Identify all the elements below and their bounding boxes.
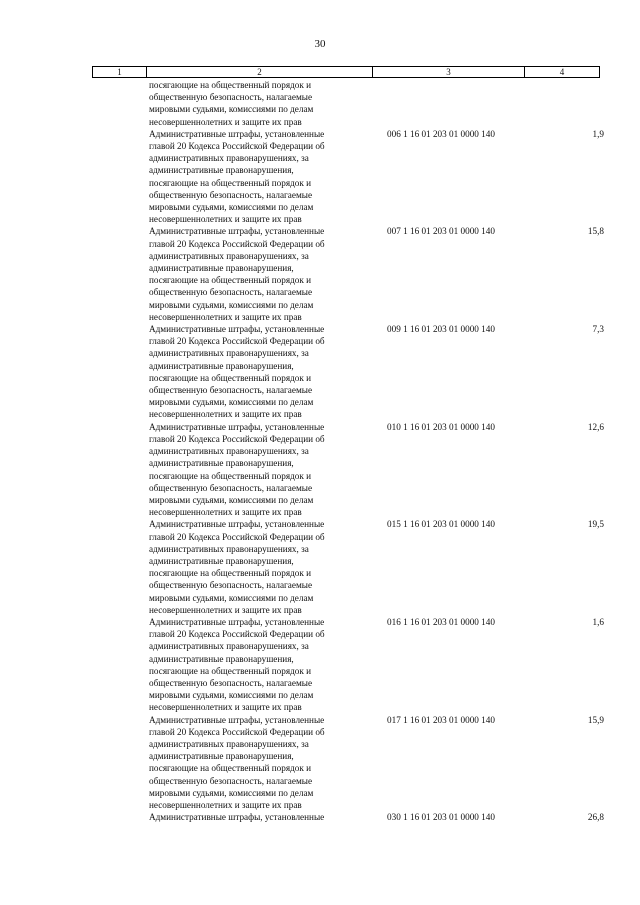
table-row-continuation [146, 79, 604, 128]
table-row [146, 518, 604, 616]
row-code: 017 1 16 01 203 01 0000 140 [387, 714, 495, 725]
row-description: Административные штрафы, установленные [149, 812, 325, 823]
row-description: посягающие на общественный порядок и общественную безопасность, налагаемые мировыми судьями, комиссиями по делам несовершеннолетних и защите их прав [149, 80, 314, 127]
row-amount: 15,9 [587, 714, 604, 725]
row-description: Административные штрафы, установленные главой 20 Кодекса Российской Федерации об административных правонарушениях, за административные правонарушения, посягающие на общественный порядок и общественную безопасность, налагаемые мировыми судьями, комиссиями по делам несовершеннолетних и защите их прав [149, 324, 325, 420]
table-header-row [92, 66, 600, 78]
row-amount: 15,8 [587, 226, 604, 237]
row-description: Административные штрафы, установленные главой 20 Кодекса Российской Федерации об административных правонарушениях, за административные правонарушения, посягающие на общественный порядок и общественную безопасность, налагаемые мировыми судьями, комиссиями по делам несовершеннолетних и защите их прав [149, 128, 325, 225]
table-body [146, 79, 604, 823]
table-row [146, 421, 604, 519]
row-amount: 19,5 [587, 519, 604, 530]
row-amount: 1,9 [592, 128, 604, 139]
row-code: 006 1 16 01 203 01 0000 140 [387, 128, 495, 139]
row-description: Административные штрафы, установленные главой 20 Кодекса Российской Федерации об административных правонарушениях, за административные правонарушения, посягающие на общественный порядок и общественную безопасность, налагаемые мировыми судьями, комиссиями по делам несовершеннолетних и защите их прав [149, 616, 325, 713]
table-row [146, 323, 604, 421]
row-description: Административные штрафы, установленные главой 20 Кодекса Российской Федерации об административных правонарушениях, за административные правонарушения, посягающие на общественный порядок и общественную безопасность, налагаемые мировыми судьями, комиссиями по делам несовершеннолетних и защите их прав [149, 421, 325, 518]
header-col-2: 2 [146, 67, 372, 77]
header-col-3: 3 [372, 67, 524, 77]
table-row [146, 128, 604, 226]
row-description: Административные штрафы, установленные главой 20 Кодекса Российской Федерации об административных правонарушениях, за административные правонарушения, посягающие на общественный порядок и общественную безопасность, налагаемые мировыми судьями, комиссиями по делам несовершеннолетних и защите их прав [149, 714, 325, 810]
header-col-4: 4 [524, 67, 599, 77]
row-code: 007 1 16 01 203 01 0000 140 [387, 226, 495, 237]
row-amount: 12,6 [587, 421, 604, 432]
row-code: 010 1 16 01 203 01 0000 140 [387, 421, 495, 432]
row-code: 015 1 16 01 203 01 0000 140 [387, 519, 495, 530]
row-code: 016 1 16 01 203 01 0000 140 [387, 616, 495, 627]
table-row [146, 811, 604, 823]
row-amount: 26,8 [587, 812, 604, 823]
row-code: 030 1 16 01 203 01 0000 140 [387, 812, 495, 823]
row-amount: 1,6 [592, 616, 604, 627]
header-col-1: 1 [117, 67, 122, 77]
row-amount: 7,3 [592, 324, 604, 335]
table-row [146, 616, 604, 714]
table-row [146, 714, 604, 812]
page-number: 30 [314, 38, 326, 50]
row-description: Административные штрафы, установленные главой 20 Кодекса Российской Федерации об административных правонарушениях, за административные правонарушения, посягающие на общественный порядок и общественную безопасность, налагаемые мировыми судьями, комиссиями по делам несовершеннолетних и защите их прав [149, 519, 325, 615]
row-description: Административные штрафы, установленные главой 20 Кодекса Российской Федерации об административных правонарушениях, за административные правонарушения, посягающие на общественный порядок и общественную безопасность, налагаемые мировыми судьями, комиссиями по делам несовершеннолетних и защите их прав [149, 226, 325, 322]
row-code: 009 1 16 01 203 01 0000 140 [387, 324, 495, 335]
table-row [146, 225, 604, 323]
